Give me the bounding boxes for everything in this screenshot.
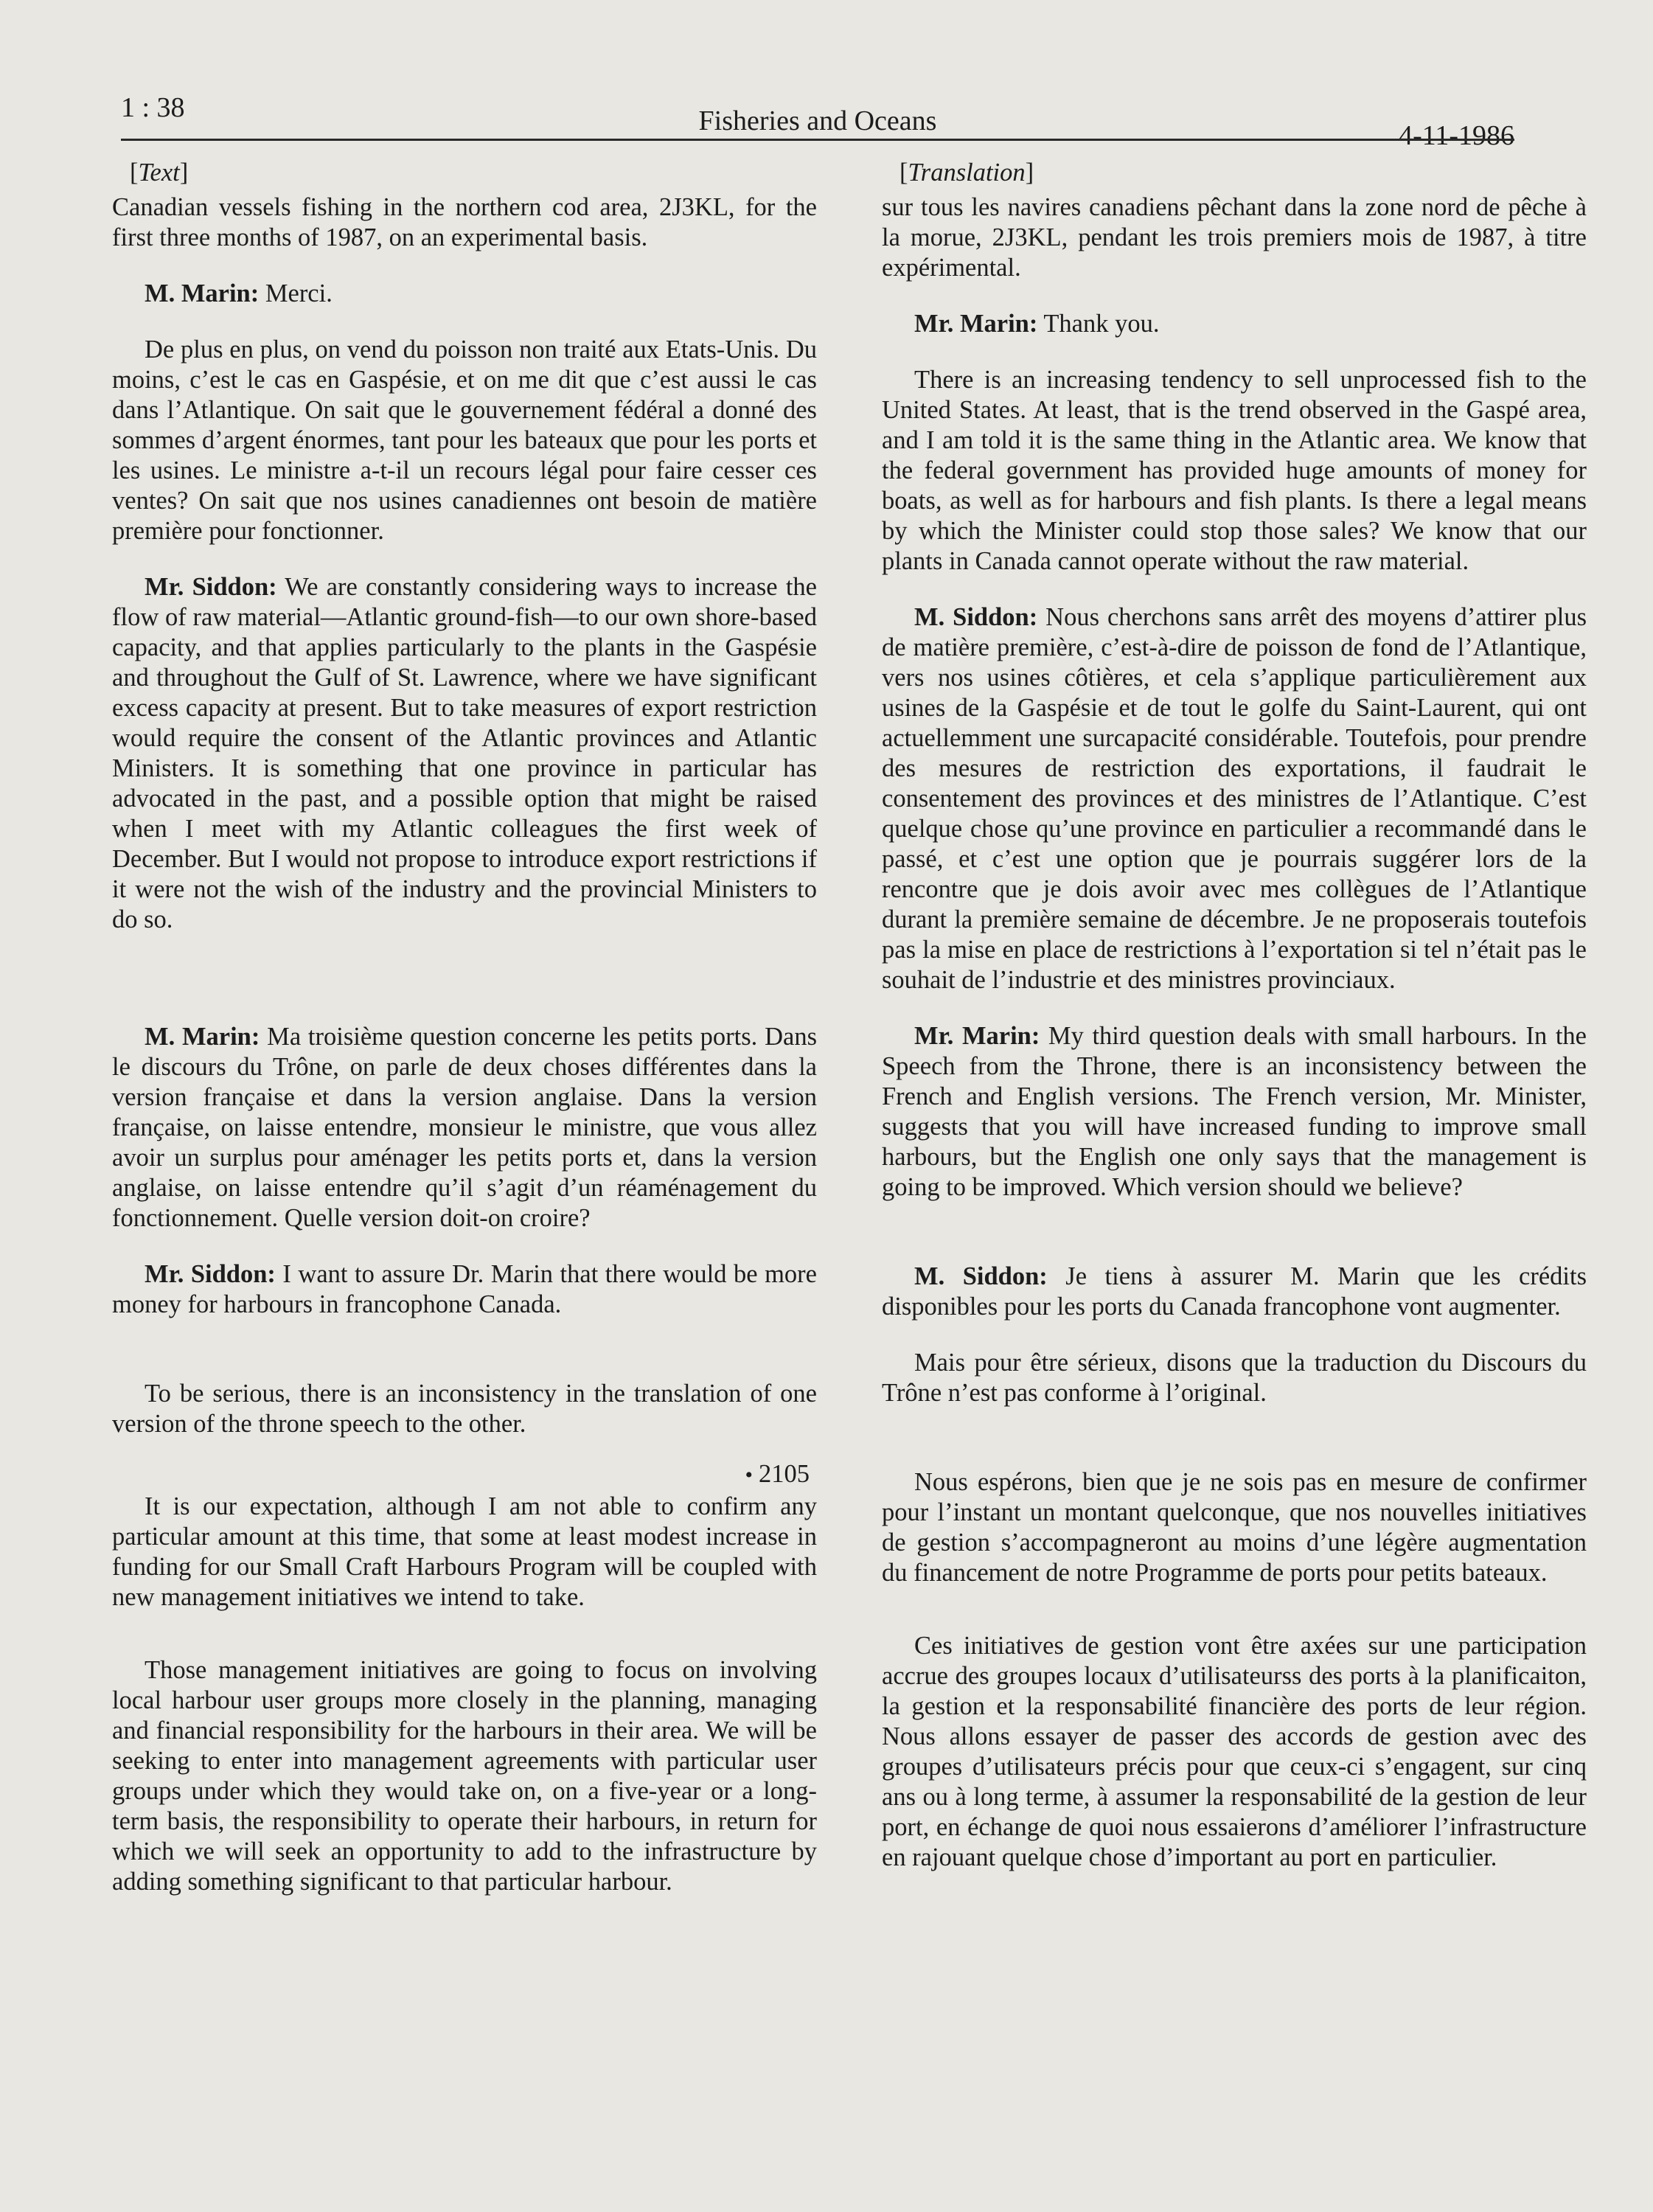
speaker-paragraph bbox=[112, 1259, 817, 1320]
running-title: Fisheries and Oceans bbox=[698, 105, 937, 136]
speaker-name: M. Marin: bbox=[145, 279, 260, 307]
column-label-translation: [Translation] bbox=[899, 159, 1034, 187]
speaker-name: Mr. Marin: bbox=[914, 1022, 1040, 1050]
speaker-paragraph bbox=[882, 1262, 1587, 1322]
paragraph: To be serious, there is an inconsistency in the translation of one version of the throne speech to the other. bbox=[112, 1380, 817, 1438]
speaker-name: Mr. Marin: bbox=[914, 310, 1038, 338]
right-column-translation bbox=[882, 158, 1587, 1899]
speaker-name: M. Marin: bbox=[145, 1023, 260, 1051]
page-date: 4-11-1986 bbox=[1399, 120, 1514, 151]
speaker-paragraph bbox=[112, 1022, 817, 1234]
column-label-text-word: Text bbox=[138, 159, 180, 187]
speech-text: We are constantly considering ways to increase the flow of raw material—Atlantic ground-fish—to our own shore-based capacity, and that applies particularly to the plants in the Gaspésie and throughout the Gulf of St. Lawrence, where we have significant excess capacity at present. But to take measures of export restriction would require the consent of the Atlantic provinces and Atlantic Ministers. It is something that one province in particular has advocated in the past, and a possible option that might be raised when I meet with my Atlantic colleagues the first week of December. But I would not propose to introduce export restrictions if it were not the wish of the industry and the provincial Ministers to do so. bbox=[112, 573, 817, 933]
speech-text: Merci. bbox=[259, 279, 333, 307]
paragraph: sur tous les navires canadiens pêchant dans la zone nord de pêche à la morue, 2J3KL, pendant les trois premiers mois de 1987, à titre expérimental. bbox=[882, 193, 1587, 282]
paragraph: Nous espérons, bien que je ne sois pas en mesure de confirmer pour l’instant un montant quelconque, que nos nouvelles initiatives de gestion s’accompagneront au moins d’une légère augmentation du financement de notre Programme de ports pour petits bateaux. bbox=[882, 1468, 1587, 1587]
speaker-paragraph bbox=[882, 602, 1587, 995]
bullet-marker: • bbox=[745, 1463, 753, 1487]
speech-text: Nous cherchons sans arrêt des moyens d’attirer plus de matière première, c’est-à-dire de poisson de fond de l’Atlantique, vers nos usines côtières, et cela s’applique particulièrement aux usines de la Gaspésie et de tout le golfe du Saint-Laurent, qui ont actuellemment une surcapacité considérable. Toutefois, pour prendre des mesures de restriction des exportations, il faudrait le consentement des provinces et des ministres de l’Atlantique. C’est quelque chose qu’une province en particulier a recommandé dans le passé, et c’est une option que je pourrais suggérer lors de la rencontre que je dois avoir avec mes collègues de l’Atlantique durant la première semaine de décembre. Je ne proposerais toutefois pas la mise en place de restrictions à l’exportation si tel n’était pas le souhait de l’industrie et des ministres provinciaux. bbox=[882, 603, 1587, 994]
column-label-translation-word: Translation bbox=[908, 159, 1026, 187]
speaker-paragraph bbox=[112, 572, 817, 935]
header-rule bbox=[121, 139, 1514, 141]
paragraph: Canadian vessels fishing in the northern cod area, 2J3KL, for the first three months of 1987, on an experimental basis. bbox=[112, 193, 817, 251]
speech-text: Je tiens à assurer M. Marin que les crédits disponibles pour les ports du Canada francophone vont augmenter. bbox=[882, 1262, 1587, 1321]
paragraph: De plus en plus, on vend du poisson non traité aux Etats-Unis. Du moins, c’est le cas en Gaspésie, et on me dit que c’est aussi le cas dans l’Atlantique. On sait que le gouvernement fédéral a donné des sommes d’argent énormes, tant pour les bateaux que pour les ports et les usines. Le ministre a-t-il un recours légal pour faire cesser ces ventes? On sait que nos usines canadiennes ont besoin de matière première pour fonctionner. bbox=[112, 335, 817, 545]
page-number: 1 : 38 bbox=[121, 92, 185, 123]
speaker-name: M. Siddon: bbox=[914, 603, 1038, 631]
column-label-text: [Text] bbox=[130, 159, 189, 187]
paragraph: There is an increasing tendency to sell unprocessed fish to the United States. At least, that is the trend observed in the Gaspé area, and I am told it is the same thing in the Atlantic area. We know that the federal government has provided huge amounts of money for boats, as well as for harbours and fish plants. Is there a legal means by which the Minister could stop those sales? We know that our plants in Canada cannot operate without the raw material. bbox=[882, 366, 1587, 575]
paragraph: Those management initiatives are going to focus on involving local harbour user groups more closely in the planning, managing and financial responsibility for the harbours in their area. We will be seeking to enter into management agreements with particular user groups under which they would take on, on a five-year or a long-term basis, the responsibility to operate their harbours, in return for which we will seek an opportunity to add to the infrastructure by adding something significant to that particular harbour. bbox=[112, 1656, 817, 1896]
time-marker bbox=[112, 1459, 810, 1490]
speaker-paragraph bbox=[882, 309, 1587, 339]
speech-text: My third question deals with small harbours. In the Speech from the Throne, there is an inconsistency between the French and English versions. The French version, Mr. Minister, suggests that you will have increased funding to improve small harbours, but the English one only says that the management is going to be improved. Which version should we believe? bbox=[882, 1022, 1587, 1201]
speaker-paragraph bbox=[882, 1021, 1587, 1203]
speech-text: I want to assure Dr. Marin that there would be more money for harbours in francophone Canada. bbox=[112, 1260, 817, 1318]
page-header bbox=[121, 87, 1514, 151]
paragraph: It is our expectation, although I am not able to confirm any particular amount at this time, that some at least modest increase in funding for our Small Craft Harbours Program will be coupled with new management initiatives we intend to take. bbox=[112, 1492, 817, 1611]
speaker-name: Mr. Siddon: bbox=[145, 1260, 276, 1288]
speaker-name: Mr. Siddon: bbox=[145, 573, 277, 601]
speaker-name: M. Siddon: bbox=[914, 1262, 1048, 1290]
speech-text: Ma troisième question concerne les petits ports. Dans le discours du Trône, on parle de deux choses différentes dans la version française et dans la version anglaise. Dans la version française, on laisse entendre, monsieur le ministre, que vous allez avoir un surplus pour aménager les petits ports et, dans la version anglaise, on laisse entendre qu’il s’agit d’un réaménagement du fonctionnement. Quelle version doit-on croire? bbox=[112, 1023, 817, 1232]
speaker-paragraph bbox=[112, 279, 817, 309]
left-column-english bbox=[112, 158, 817, 1923]
time-marker-value: 2105 bbox=[759, 1460, 810, 1488]
speech-text: Thank you. bbox=[1037, 310, 1160, 338]
paragraph: Ces initiatives de gestion vont être axées sur une participation accrue des groupes locaux d’utilisateurss des ports à la planificaiton, la gestion et la responsabilité financière des ports de leur région. Nous allons essayer de passer des accords de gestion avec des groupes d’utilisateurs précis pour que ceux-ci s’engagent, sur cinq ans ou à long terme, à assumer la responsabilité de la gestion de leur port, en échange de quoi nous essaierons d’améliorer l’infrastructure en rajouant quelque chose d’important au port en particulier. bbox=[882, 1632, 1587, 1871]
paragraph: Mais pour être sérieux, disons que la traduction du Discours du Trône n’est pas conforme à l’original. bbox=[882, 1349, 1587, 1407]
